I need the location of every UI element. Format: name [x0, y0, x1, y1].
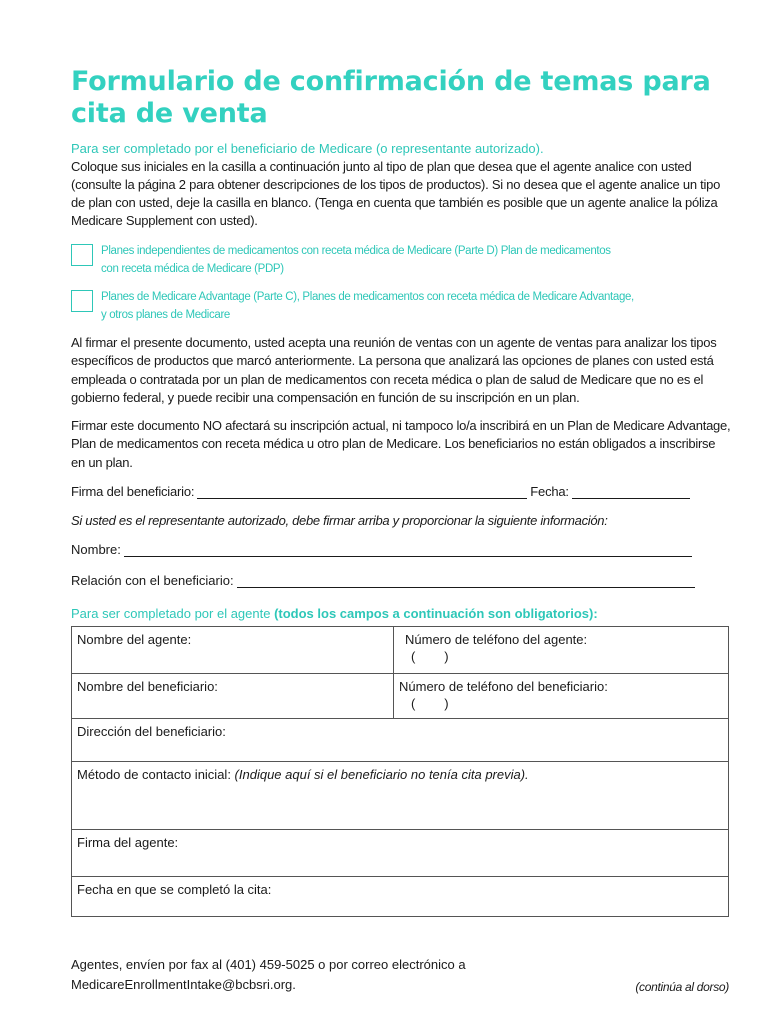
footer-instructions [71, 955, 466, 995]
agent-phone-parens: ( ) [411, 649, 449, 665]
footer-line: Agentes, envíen por fax al (401) 459-5025 o por correo electrónico a [71, 957, 466, 972]
form-page [71, 66, 731, 917]
initials-checkbox-part-d[interactable] [71, 244, 93, 266]
page-title: Formulario de confirmación de temas para cita de venta [71, 66, 711, 129]
intro-text: Coloque sus iniciales en la casilla a continuación junto al tipo de plan que desea que el agente analice con usted (consulte la página 2 para obtener descripciones de los tipos de productos). Si no desea que el agente analice un tipo de plan con usted, deje la casilla en blanco. (Tenga en cuenta que también es posible que un agente analice la póliza Medicare Supplement con usted). [71, 159, 721, 228]
beneficiary-phone-label: Número de teléfono del beneficiario: [399, 679, 608, 695]
completion-date-cell[interactable] [72, 877, 729, 917]
subtitle: Para ser completado por el beneficiario de Medicare (o representante autorizado). [71, 141, 544, 156]
option-label-line: Planes independientes de medicamentos con receta médica de Medicare (Parte D) Plan de medicamentos [101, 245, 611, 257]
beneficiary-signature-row [71, 484, 731, 499]
consent-paragraph: Al firmar el presente documento, usted acepta una reunión de ventas con un agente de ventas para analizar los tipos específicos de productos que marcó anteriormente. La persona que analizará las opciones de planes con usted está empleada o contratada por un plan de medicamentos con receta médica o plan de salud de Medicare que no es el gobierno federal, y puede recibir una compensación en función de su inscripción en un plan. [71, 335, 717, 405]
rep-name-row [71, 542, 731, 557]
completion-date-label: Fecha en que se completó la cita: [77, 882, 272, 898]
agent-signature-label: Firma del agente: [77, 835, 179, 851]
continue-note: (continúa al dorso) [635, 980, 729, 994]
option-part-d [71, 242, 731, 278]
option-label [101, 288, 634, 324]
option-label-line: Planes de Medicare Advantage (Parte C), Planes de medicamentos con receta médica de Medicare Advantage, [101, 291, 634, 303]
agent-section-heading [71, 606, 731, 621]
rep-relation-label: Relación con el beneficiario: [71, 573, 234, 589]
signature-label: Firma del beneficiario: [71, 484, 195, 500]
rep-relation-field[interactable] [237, 574, 695, 588]
address-cell[interactable] [72, 719, 729, 762]
agent-heading-text: Para ser completado por el agente [71, 606, 275, 622]
agent-name-cell[interactable] [72, 627, 394, 674]
beneficiary-name-cell[interactable] [72, 674, 394, 719]
beneficiary-name-label: Nombre del beneficiario: [77, 679, 218, 695]
initials-checkbox-part-c[interactable] [71, 290, 93, 312]
contact-method-cell[interactable] [72, 762, 729, 830]
agent-signature-cell[interactable] [72, 830, 729, 877]
option-label [101, 242, 611, 278]
rep-name-label: Nombre: [71, 542, 121, 558]
agent-heading-required: (todos los campos a continuación son obligatorios): [274, 606, 598, 622]
date-field[interactable] [572, 485, 690, 499]
agent-name-label: Nombre del agente: [77, 632, 192, 648]
contact-method-label: Método de contacto inicial: [77, 767, 235, 783]
signature-field[interactable] [197, 485, 527, 499]
contact-method-note: (Indique aquí si el beneficiario no tenía cita previa). [234, 767, 529, 783]
date-label: Fecha: [530, 484, 569, 500]
option-label-line: y otros planes de Medicare [101, 309, 230, 321]
agent-phone-label: Número de teléfono del agente: [405, 632, 588, 648]
representative-note: Si usted es el representante autorizado, debe firmar arriba y proporcionar la siguiente información: [71, 513, 608, 529]
address-label: Dirección del beneficiario: [77, 724, 226, 740]
footer-email: MedicareEnrollmentIntake@bcbsri.org. [71, 977, 296, 992]
option-label-line: con receta médica de Medicare (PDP) [101, 263, 284, 275]
rep-relation-row [71, 573, 731, 588]
option-part-c [71, 288, 731, 324]
no-effect-paragraph: Firmar este documento NO afectará su inscripción actual, ni tampoco lo/a inscribirá en un Plan de Medicare Advantage, Plan de medicamentos con receta médica u otro plan de Medicare. Los beneficiarios no están obligados a inscribirse en un plan. [71, 418, 731, 470]
agent-table [71, 626, 729, 917]
agent-phone-cell[interactable] [394, 627, 729, 674]
beneficiary-phone-parens: ( ) [411, 696, 449, 712]
rep-name-field[interactable] [124, 543, 692, 557]
beneficiary-phone-cell[interactable] [394, 674, 729, 719]
